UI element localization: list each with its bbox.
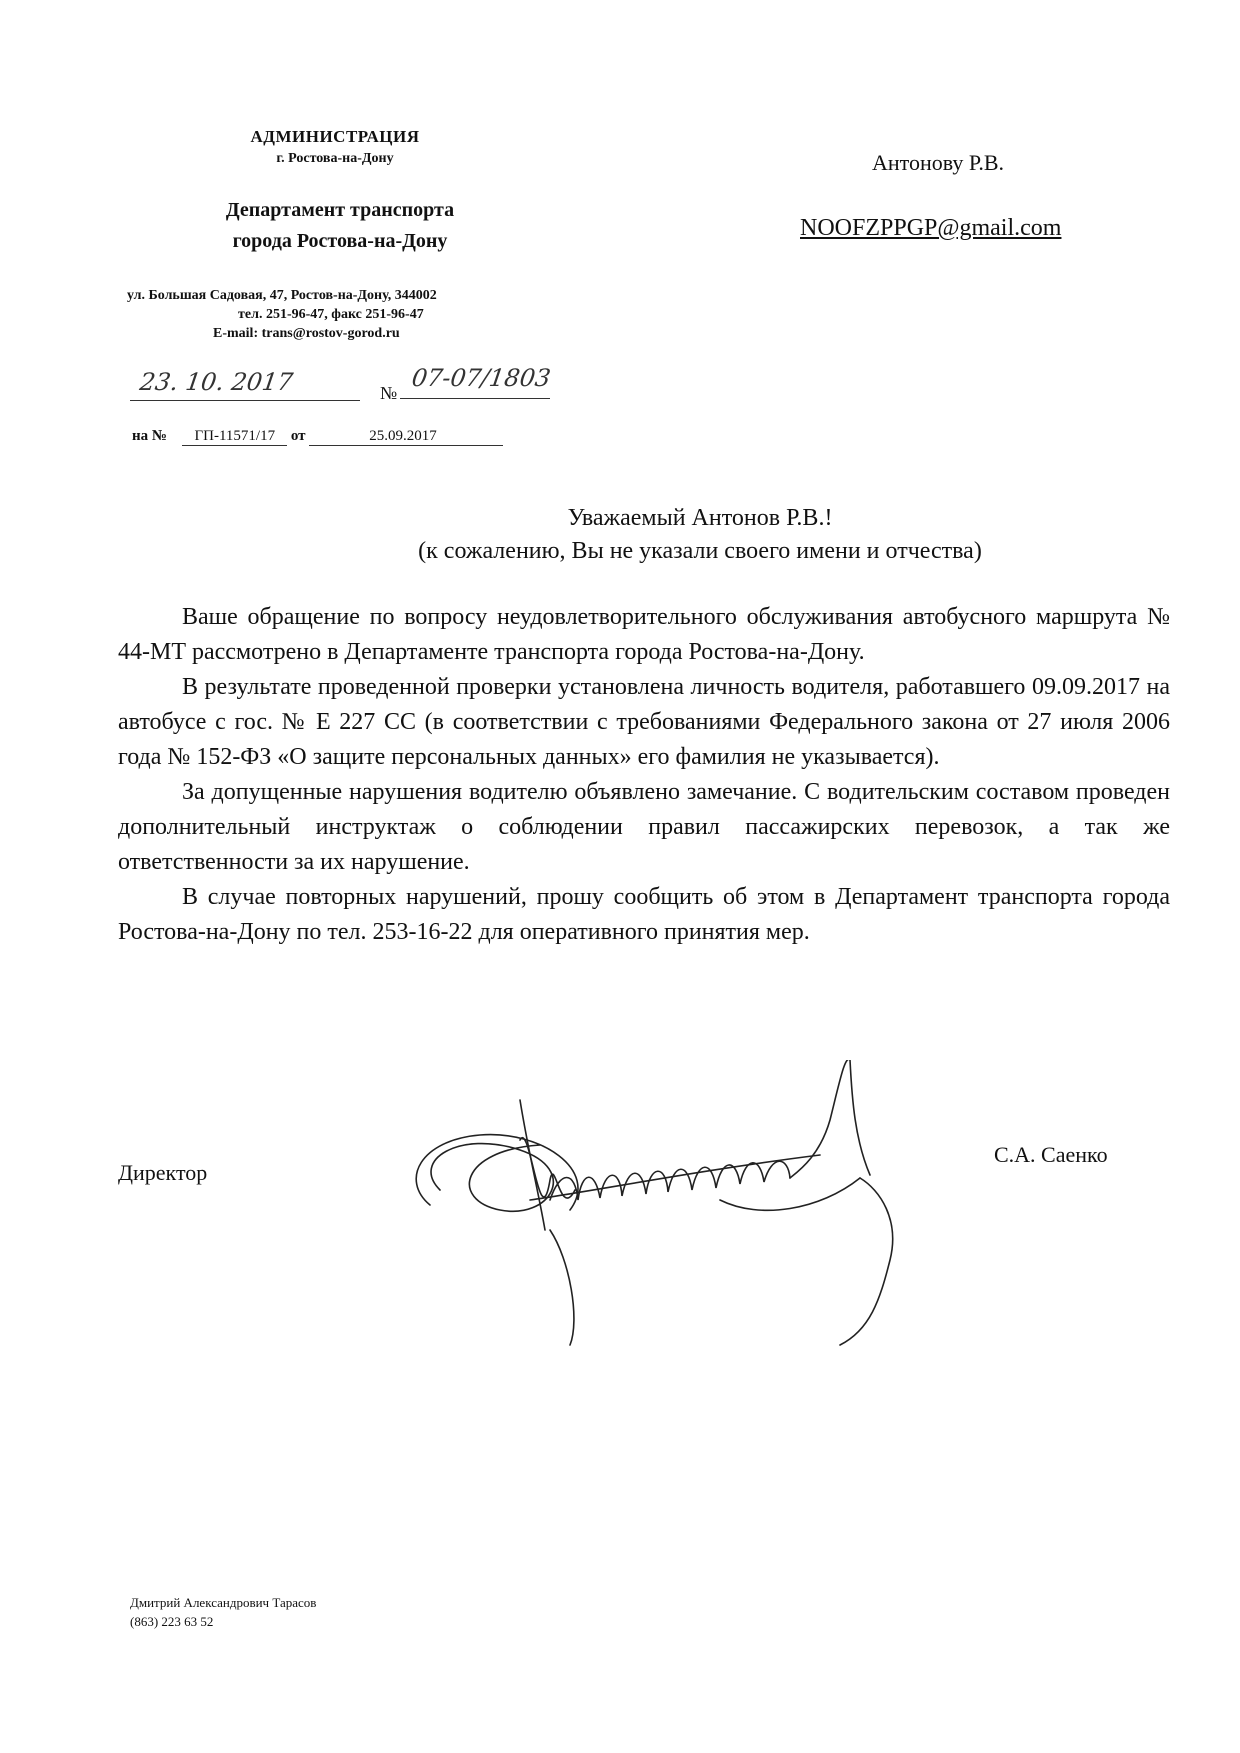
- reference-number: ГП-11571/17: [182, 428, 287, 446]
- body-paragraph: В случае повторных нарушений, прошу сообщить об этом в Департамент транспорта города Ростова-на-Дону по тел. 253-16-22 для оперативного принятия мер.: [118, 884, 1170, 945]
- org-city: г. Ростова-на-Дону: [276, 151, 394, 166]
- salutation-note: (к сожалению, Вы не указали своего имени и отчества): [418, 538, 982, 564]
- org-name: АДМИНИСТРАЦИЯ: [250, 127, 420, 146]
- org-address: ул. Большая Садовая, 47, Ростов-на-Дону, 344002: [127, 288, 437, 303]
- registration-number: 07-07/1803: [410, 364, 553, 392]
- reference-row: [132, 428, 503, 446]
- reference-date: 25.09.2017: [309, 428, 503, 446]
- body-paragraph: Ваше обращение по вопросу неудовлетворительного обслуживания автобусного маршрута № 44-МТ рассмотрено в Департаменте транспорта города Ростова-на-Дону.: [118, 604, 1170, 665]
- body-paragraph: В результате проведенной проверки установлена личность водителя, работавшего 09.09.2017 на автобусе с гос. № Е 227 СС (в соответствии с требованиями Федерального закона от 27 июля 2006 года № 152-ФЗ «О защите персональных данных» его фамилия не указывается).: [118, 674, 1170, 770]
- salutation: Уважаемый Антонов Р.В.!: [567, 505, 833, 531]
- date-underline: [130, 400, 360, 401]
- addressee-name: Антонову Р.В.: [872, 150, 1005, 175]
- department-name-line2: города Ростова-на-Дону: [232, 230, 448, 252]
- handwritten-signature: [400, 1060, 960, 1355]
- org-email: E-mail: trans@rostov-gorod.ru: [213, 326, 400, 341]
- number-label: №: [380, 383, 398, 403]
- reference-label: на №: [132, 428, 167, 444]
- signature-drawing: [400, 1060, 960, 1350]
- reference-from-label: от: [290, 428, 306, 444]
- executor-name: Дмитрий Александрович Тарасов: [130, 1595, 317, 1610]
- signer-position: Директор: [118, 1160, 208, 1185]
- executor-phone: (863) 223 63 52: [130, 1614, 214, 1629]
- org-phone: тел. 251-96-47, факс 251-96-47: [238, 307, 424, 322]
- body-paragraph: За допущенные нарушения водителю объявлено замечание. С водительским составом проведен дополнительный инструктаж о соблюдении правил пассажирских перевозок, а так же ответственности за их нарушение.: [118, 779, 1170, 875]
- signer-name: С.А. Саенко: [994, 1142, 1108, 1167]
- letter-body: [118, 600, 1170, 950]
- addressee-email: NOOFZPPGP@gmail.com: [800, 215, 1062, 241]
- registration-date: 23. 10. 2017: [138, 368, 295, 396]
- department-name-line1: Департамент транспорта: [225, 199, 455, 221]
- number-underline: [400, 398, 550, 399]
